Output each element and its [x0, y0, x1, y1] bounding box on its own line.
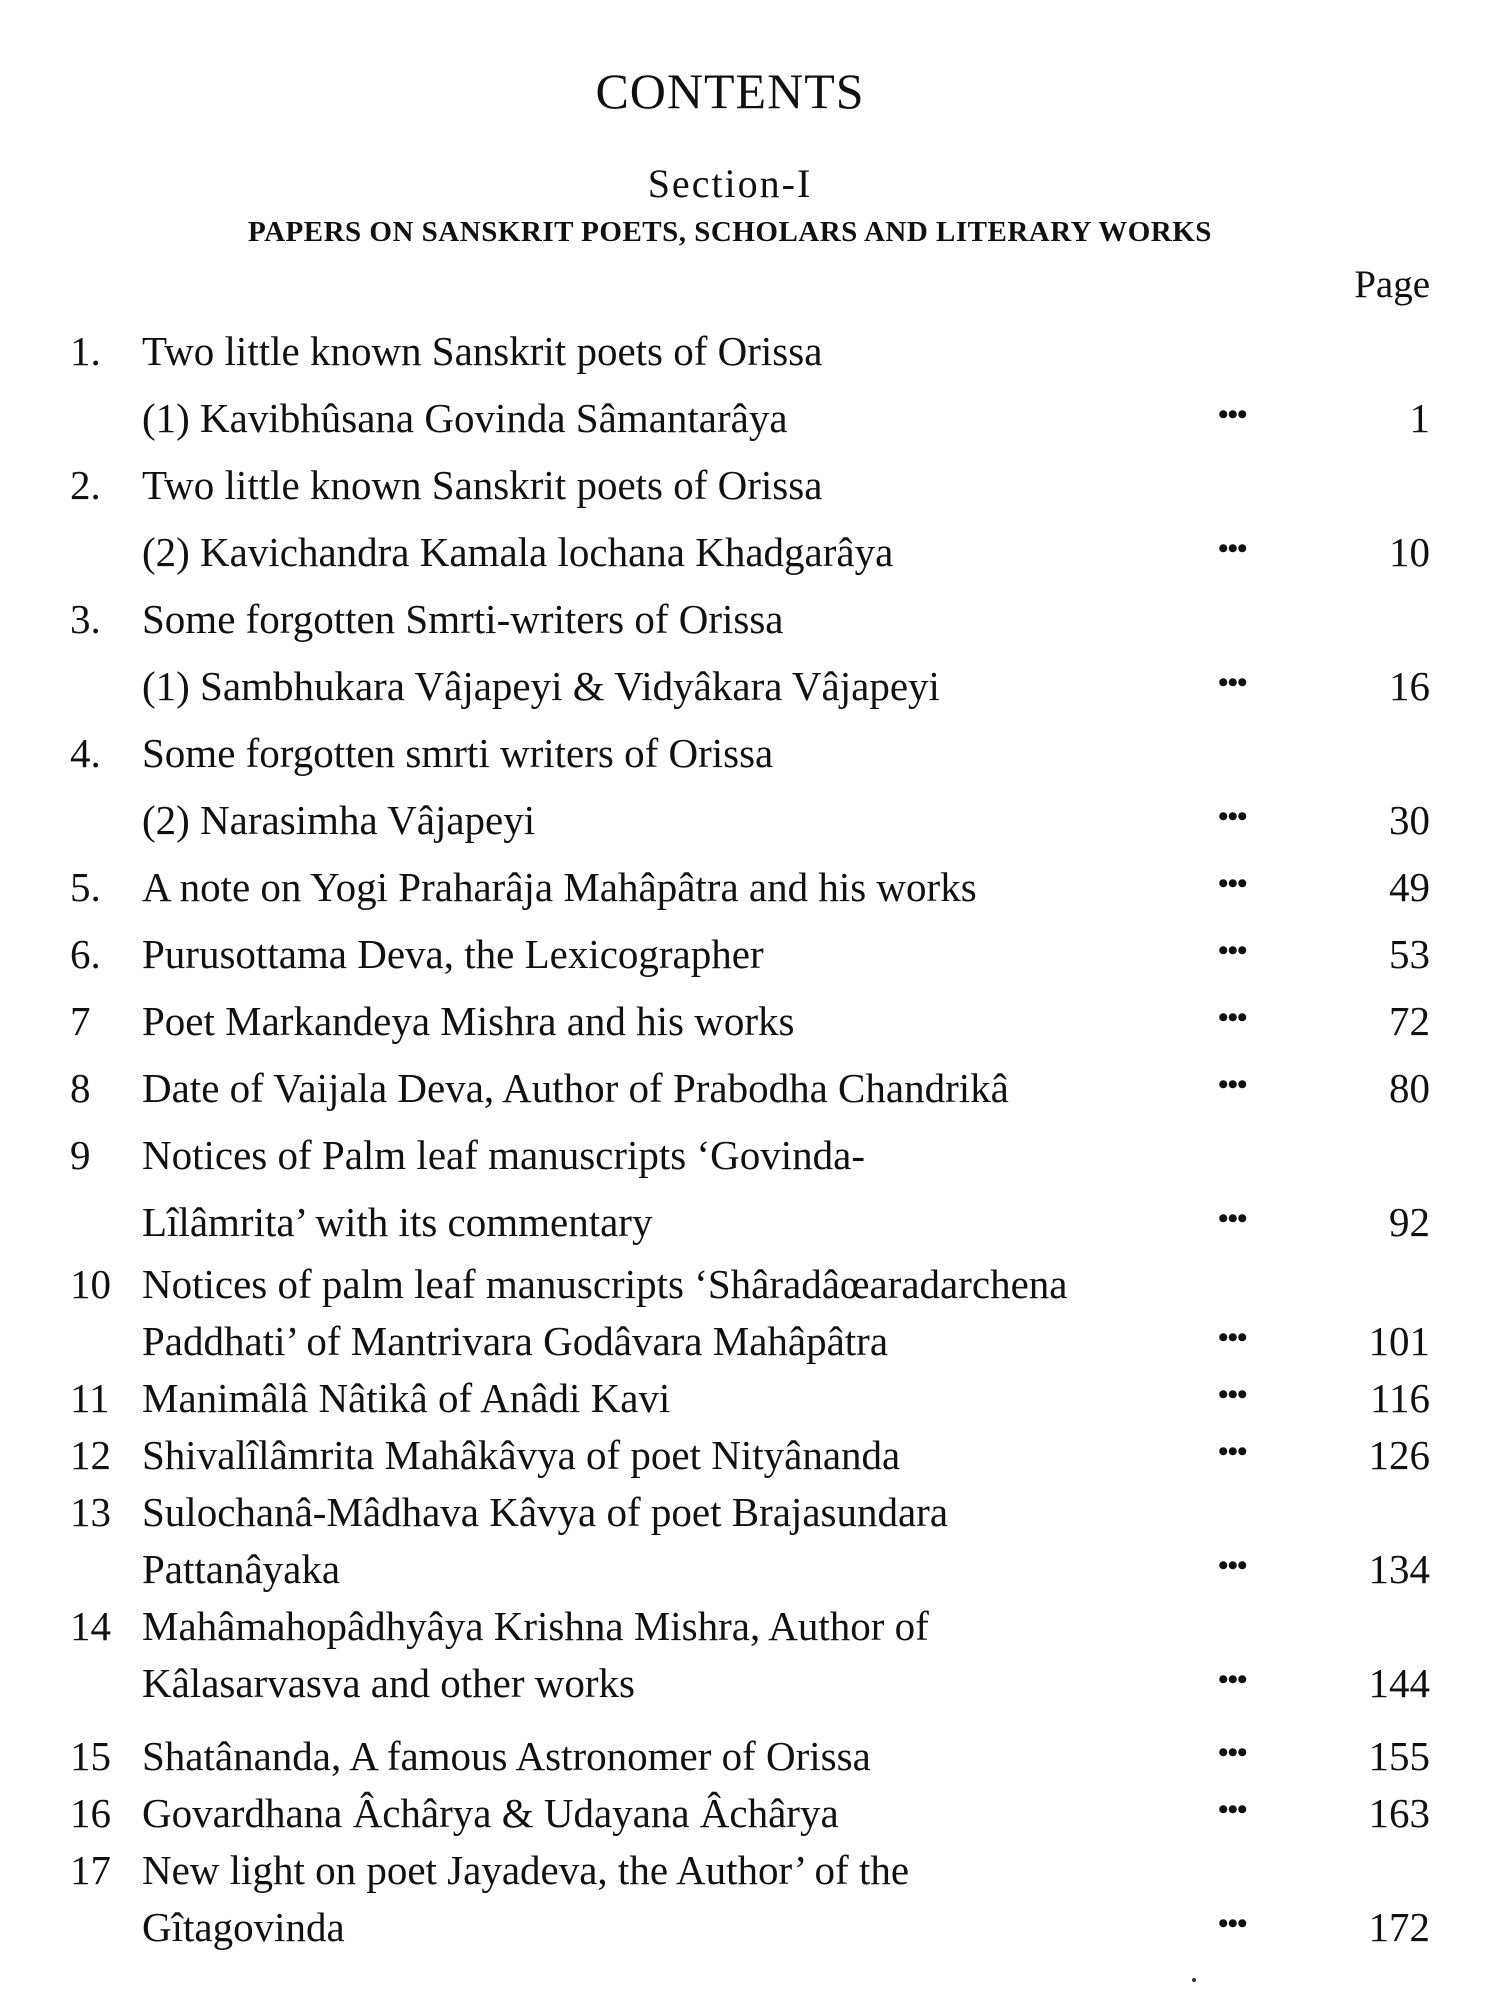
- dot-leader: •••: [1218, 1793, 1247, 1826]
- dot-leader: •••: [1218, 1435, 1247, 1468]
- toc-entry: [0, 1370, 1500, 1427]
- entry-number: 12: [70, 1432, 111, 1478]
- dot-leader: •••: [1218, 1001, 1247, 1034]
- entry-number: 8: [70, 1065, 91, 1111]
- entry-number: 1.: [70, 328, 101, 374]
- entry-title: Govardhana Âchârya & Udayana Âchârya: [142, 1790, 839, 1836]
- toc-entry: [0, 1427, 1500, 1484]
- toc-entry-line: [0, 385, 1500, 452]
- dot-leader: •••: [1218, 1907, 1247, 1940]
- toc-entry: [0, 1055, 1500, 1122]
- page-number: 49: [1389, 864, 1430, 910]
- toc-entry-line: [0, 1785, 1500, 1842]
- page-number: 72: [1389, 998, 1430, 1044]
- toc-entry-line: [0, 1055, 1500, 1122]
- section-subtitle: PAPERS ON SANSKRIT POETS, SCHOLARS AND LITERARY WORKS: [248, 216, 1212, 248]
- entry-spacer: [0, 1712, 1500, 1728]
- dot-leader: •••: [1218, 666, 1247, 699]
- dot-leader: •••: [1218, 532, 1247, 565]
- entry-title: Shatânanda, A famous Astronomer of Orissa: [142, 1733, 871, 1779]
- toc-entry-line: [0, 318, 1500, 385]
- page-number: 10: [1389, 529, 1430, 575]
- toc-entry-line: [0, 787, 1500, 854]
- dot-leader: •••: [1218, 800, 1247, 833]
- entry-number: 16: [70, 1790, 111, 1836]
- page-number: 134: [1368, 1546, 1430, 1592]
- toc-entry-line: [0, 586, 1500, 653]
- entry-title: (2) Narasimha Vâjapeyi: [142, 797, 536, 843]
- toc-entry: [0, 1842, 1500, 1956]
- entry-title: Kâlasarvasva and other works: [142, 1660, 635, 1706]
- entry-number: 10: [70, 1261, 111, 1307]
- page-number: 1: [1409, 395, 1430, 441]
- toc-entry: [0, 1728, 1500, 1785]
- toc-entry: [0, 1484, 1500, 1598]
- toc-entry-line: [0, 1842, 1500, 1899]
- toc-entry-line: [0, 1728, 1500, 1785]
- page-number: 155: [1368, 1733, 1430, 1779]
- entry-title: Pattanâyaka: [142, 1546, 341, 1592]
- entry-title: New light on poet Jayadeva, the Author’ of the: [142, 1847, 910, 1893]
- entry-title: Purusottama Deva, the Lexicographer: [142, 931, 764, 977]
- toc-entry-line: [0, 1122, 1500, 1189]
- entry-title: Paddhati’ of Mantrivara Godâvara Mahâpâtra: [142, 1318, 889, 1364]
- page-number: 53: [1389, 931, 1430, 977]
- entry-number: 6.: [70, 931, 101, 977]
- toc-entry-line: [0, 1313, 1500, 1370]
- entry-number: 2.: [70, 462, 101, 508]
- entry-title: Lîlâmrita’ with its commentary: [142, 1199, 653, 1245]
- toc-entry: [0, 1122, 1500, 1256]
- print-speck: [1192, 1978, 1196, 1982]
- entry-title: Mahâmahopâdhyâya Krishna Mishra, Author of: [142, 1603, 929, 1649]
- entry-title: Poet Markandeya Mishra and his works: [142, 998, 795, 1044]
- entry-title: Manimâlâ Nâtikâ of Anâdi Kavi: [142, 1375, 671, 1421]
- dot-leader: •••: [1218, 398, 1247, 431]
- dot-leader: •••: [1218, 1736, 1247, 1769]
- page-number: 16: [1389, 663, 1430, 709]
- toc-entry-line: [0, 854, 1500, 921]
- entry-title: (2) Kavichandra Kamala lochana Khadgarâya: [142, 529, 894, 575]
- entry-number: 7: [70, 998, 91, 1044]
- toc-entry: [0, 1598, 1500, 1712]
- entry-title: Some forgotten smrti writers of Orissa: [142, 730, 774, 776]
- page-number: 101: [1368, 1318, 1430, 1364]
- toc-entry: [0, 1256, 1500, 1370]
- toc-entry-line: [0, 1189, 1500, 1256]
- dot-leader: •••: [1218, 1663, 1247, 1696]
- entry-number: 15: [70, 1733, 111, 1779]
- dot-leader: •••: [1218, 934, 1247, 967]
- toc-entry: [0, 452, 1500, 586]
- dot-leader: •••: [1218, 1202, 1247, 1235]
- page-number: 163: [1368, 1790, 1430, 1836]
- entry-number: 14: [70, 1603, 111, 1649]
- page-number: 116: [1370, 1375, 1430, 1421]
- entry-title: Two little known Sanskrit poets of Orissa: [142, 462, 823, 508]
- toc-entry: [0, 921, 1500, 988]
- entry-number: 11: [70, 1375, 110, 1421]
- toc-entry-line: [0, 653, 1500, 720]
- entry-title: Gîtagovinda: [142, 1904, 345, 1950]
- entry-title: A note on Yogi Praharâja Mahâpâtra and his works: [142, 864, 977, 910]
- toc-entry: [0, 318, 1500, 452]
- dot-leader: •••: [1218, 867, 1247, 900]
- toc-entry-line: [0, 452, 1500, 519]
- page-number: 92: [1389, 1199, 1430, 1245]
- entry-number: 17: [70, 1847, 111, 1893]
- toc-entry-line: [0, 1899, 1500, 1956]
- entry-title: (1) Sambhukara Vâjapeyi & Vidyâkara Vâjapeyi: [142, 663, 940, 709]
- toc-entry: [0, 720, 1500, 854]
- entry-title: Notices of Palm leaf manuscripts ‘Govinda-: [142, 1132, 866, 1178]
- entry-number: 4.: [70, 730, 101, 776]
- toc-entry: [0, 854, 1500, 921]
- toc-entry-line: [0, 1427, 1500, 1484]
- toc-entry: [0, 586, 1500, 720]
- toc-list: [0, 318, 1500, 1956]
- toc-entry-line: [0, 921, 1500, 988]
- page-column-label: Page: [1354, 263, 1430, 306]
- entry-number: 13: [70, 1489, 111, 1535]
- toc-entry-line: [0, 1541, 1500, 1598]
- page-number: 30: [1389, 797, 1430, 843]
- entry-number: 5.: [70, 864, 101, 910]
- dot-leader: •••: [1218, 1068, 1247, 1101]
- toc-entry-line: [0, 988, 1500, 1055]
- toc-entry-line: [0, 519, 1500, 586]
- page-number: 80: [1389, 1065, 1430, 1111]
- dot-leader: •••: [1218, 1321, 1247, 1354]
- dot-leader: •••: [1218, 1378, 1247, 1411]
- toc-entry-line: [0, 1598, 1500, 1655]
- toc-entry: [0, 988, 1500, 1055]
- page-number: 172: [1368, 1904, 1430, 1950]
- entry-title: Sulochanâ-Mâdhava Kâvya of poet Brajasundara: [142, 1489, 949, 1535]
- entry-title: Notices of palm leaf manuscripts ‘Shâradâœaradarchena: [142, 1261, 1068, 1307]
- entry-title: Shivalîlâmrita Mahâkâvya of poet Nityânanda: [142, 1432, 901, 1478]
- dot-leader: •••: [1218, 1549, 1247, 1582]
- toc-entry: [0, 1785, 1500, 1842]
- page-number: 126: [1368, 1432, 1430, 1478]
- entry-number: 9: [70, 1132, 91, 1178]
- entry-title: Date of Vaijala Deva, Author of Prabodha Chandrikâ: [142, 1065, 1009, 1111]
- entry-title: Two little known Sanskrit poets of Orissa: [142, 328, 823, 374]
- toc-entry-line: [0, 1484, 1500, 1541]
- toc-entry-line: [0, 1370, 1500, 1427]
- toc-entry-line: [0, 720, 1500, 787]
- section-heading: Section-I: [647, 161, 813, 206]
- contents-title: CONTENTS: [595, 63, 865, 119]
- toc-entry-line: [0, 1655, 1500, 1712]
- page-number: 144: [1368, 1660, 1430, 1706]
- entry-title: (1) Kavibhûsana Govinda Sâmantarâya: [142, 395, 788, 441]
- toc-entry-line: [0, 1256, 1500, 1313]
- entry-title: Some forgotten Smrti-writers of Orissa: [142, 596, 784, 642]
- entry-number: 3.: [70, 596, 101, 642]
